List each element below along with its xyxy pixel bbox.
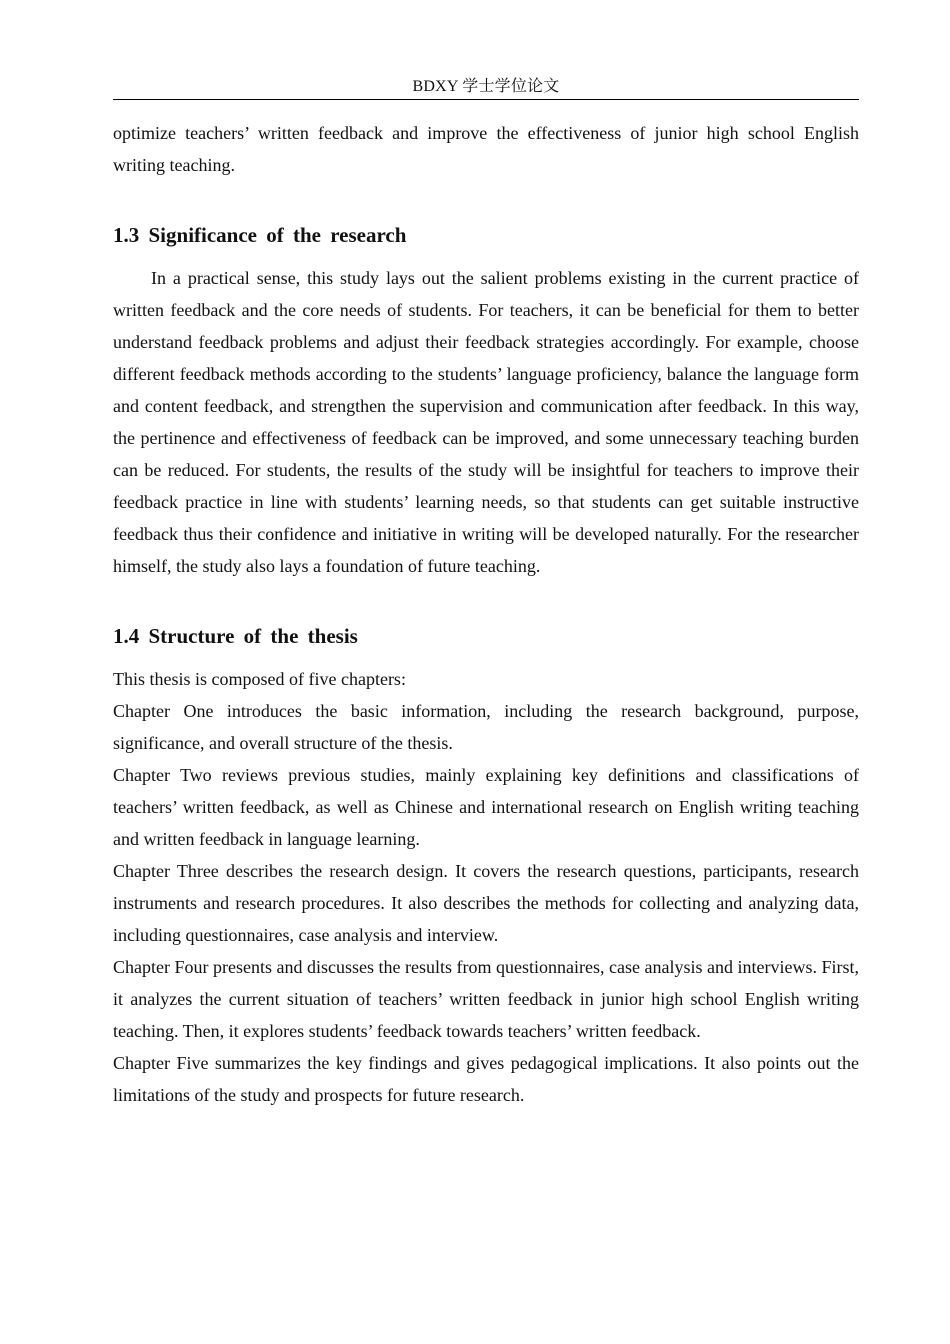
running-header: BDXY 学士学位论文 [412, 78, 560, 95]
chapter-five-summary: Chapter Five summarizes the key findings and gives pedagogical implications. It also points out the limitations of the study and prospects for future research. [113, 1053, 859, 1105]
chapter-three-summary: Chapter Three describes the research design. It covers the research questions, participants, research instruments and research procedures. It also describes the methods for collecting and analyzing data, including questionnaires, case analysis and interview. [113, 861, 859, 945]
chapter-four-summary: Chapter Four presents and discusses the results from questionnaires, case analysis and interviews. First, it analyzes the current situation of teachers’ written feedback in junior high school English writing teaching. Then, it explores students’ feedback towards teachers’ written feedback. [113, 957, 859, 1041]
section-heading-1-4: 1.4 Structure of the thesis [113, 624, 358, 648]
structure-intro: This thesis is composed of five chapters: [113, 669, 406, 689]
chapter-two-summary: Chapter Two reviews previous studies, mainly explaining key definitions and classifications of teachers’ written feedback, as well as Chinese and international research on English writing teaching and written feedback in language learning. [113, 765, 859, 849]
header-rule [113, 99, 859, 100]
chapter-one-summary: Chapter One introduces the basic information, including the research background, purpose, significance, and overall structure of the thesis. [113, 701, 859, 753]
section-heading-1-3: 1.3 Significance of the research [113, 223, 407, 247]
page-body [113, 117, 859, 1111]
carryover-paragraph: optimize teachers’ written feedback and improve the effectiveness of junior high school English writing teaching. [113, 123, 859, 175]
significance-paragraph: In a practical sense, this study lays out the salient problems existing in the current practice of written feedback and the core needs of students. For teachers, it can be beneficial for them to better understand feedback problems and adjust their feedback strategies accordingly. For example, choose different feedback methods according to the students’ language proficiency, balance the language form and content feedback, and strengthen the supervision and communication after feedback. In this way, the pertinence and effectiveness of feedback can be improved, and some unnecessary teaching burden can be reduced. For students, the results of the study will be insightful for teachers to improve their feedback practice in line with students’ learning needs, so that students can get suitable instructive feedback thus their confidence and initiative in writing will be developed naturally. For the researcher himself, the study also lays a foundation of future teaching. [113, 268, 859, 576]
